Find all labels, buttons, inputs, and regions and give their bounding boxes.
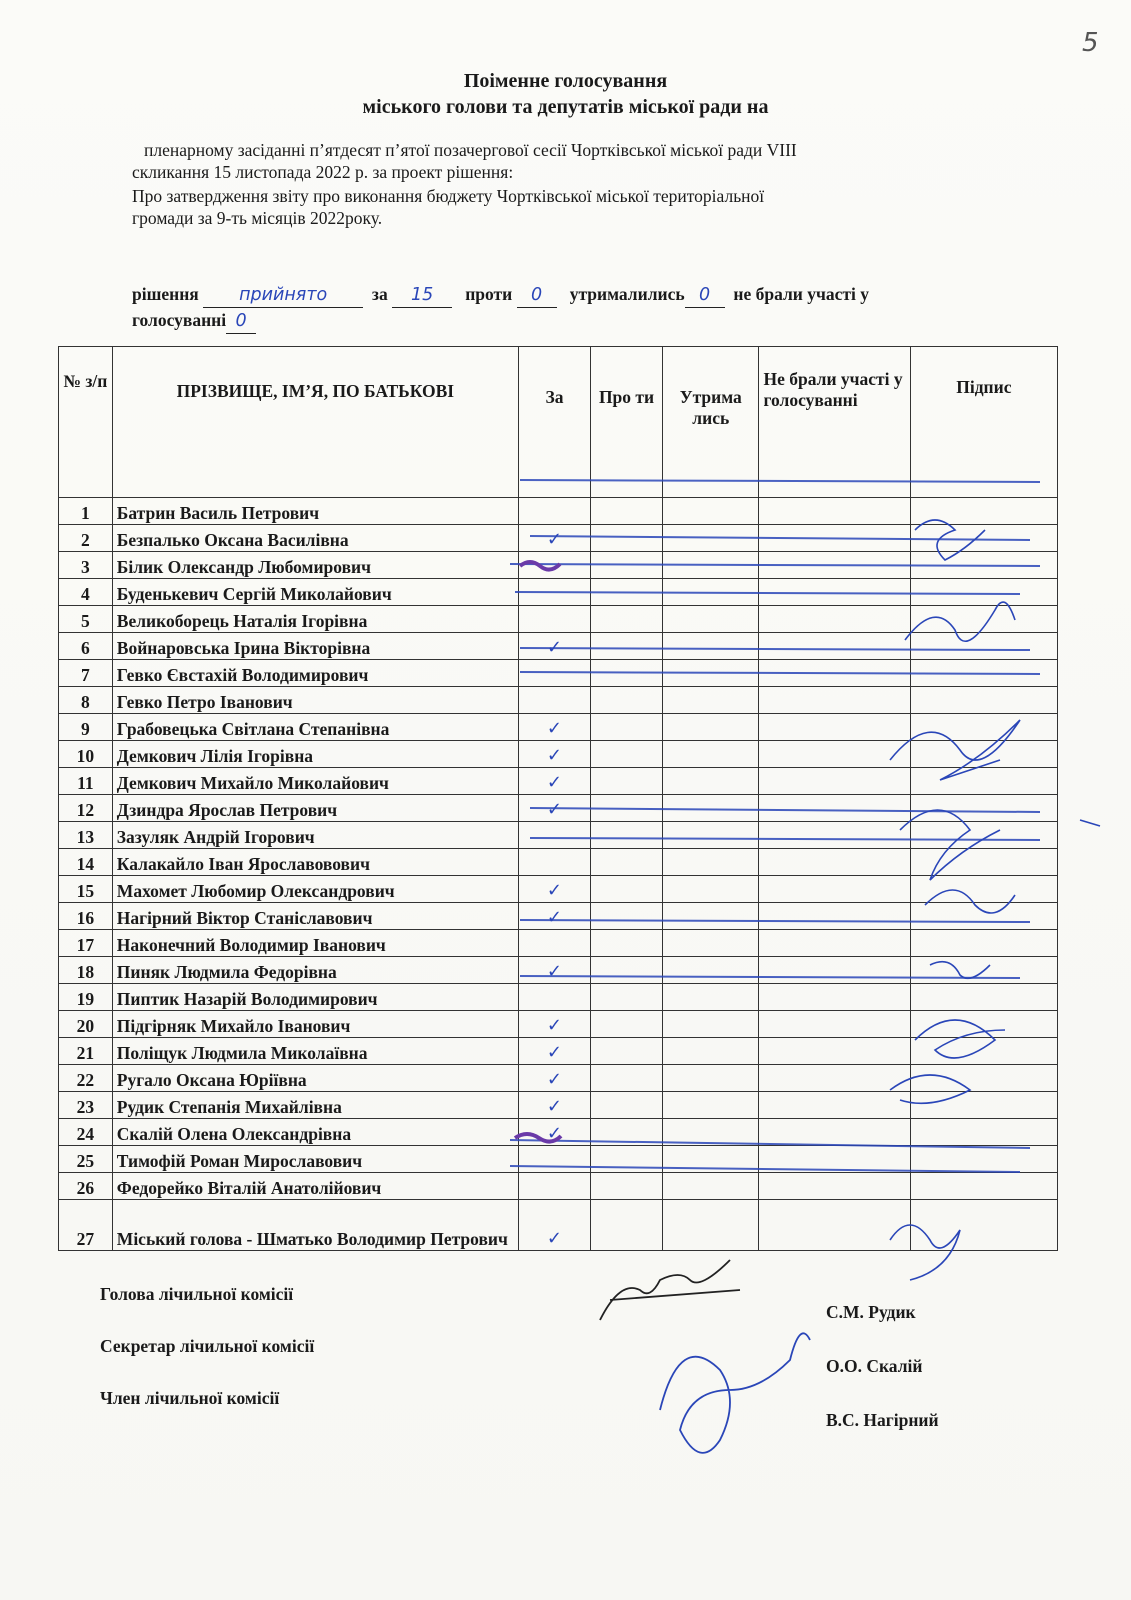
cell-num: 2	[59, 525, 113, 552]
cell-for: ✓	[518, 768, 590, 795]
cell-for: ✓	[518, 1119, 590, 1146]
cell-name: Пиняк Людмила Федорівна	[112, 957, 518, 984]
strike-line	[530, 838, 1040, 840]
cell-num: 14	[59, 849, 113, 876]
cell-name: Поліщук Людмила Миколаївна	[112, 1038, 518, 1065]
signature-icon	[890, 1075, 970, 1103]
signature-icon	[925, 890, 1015, 913]
chair-signature-icon	[610, 1290, 740, 1300]
cell-for: ✓	[518, 957, 590, 984]
signature-icon	[905, 602, 1015, 641]
cell-num: 25	[59, 1146, 113, 1173]
header-for: За	[518, 347, 590, 498]
for-value: 15	[392, 283, 452, 308]
signature-icon	[1080, 820, 1100, 826]
cell-name: Войнаровська Ірина Вікторівна	[112, 633, 518, 660]
intro-line-2: скликання 15 листопада 2022 р. за проект рішення:	[132, 162, 514, 182]
cell-for: ✓	[518, 1092, 590, 1119]
cell-num: 27	[59, 1200, 113, 1251]
cell-name: Буденькевич Сергій Миколайович	[112, 579, 518, 606]
cell-name: Підгірняк Михайло Іванович	[112, 1011, 518, 1038]
cell-num: 12	[59, 795, 113, 822]
cell-num: 21	[59, 1038, 113, 1065]
cell-num: 1	[59, 498, 113, 525]
cell-num: 20	[59, 1011, 113, 1038]
member-signature-icon	[660, 1333, 810, 1453]
strike-line	[510, 1140, 1030, 1148]
cell-num: 17	[59, 930, 113, 957]
member-name: В.С. Нагірний	[826, 1410, 939, 1430]
cell-num: 3	[59, 552, 113, 579]
header-num: № з/п	[59, 347, 113, 498]
header-against: Про ти	[590, 347, 662, 498]
cell-num: 13	[59, 822, 113, 849]
signature-icon	[890, 1225, 960, 1280]
cell-name: Нагірний Віктор Станіславович	[112, 903, 518, 930]
chair-label: Голова лічильної комісії	[100, 1284, 294, 1304]
cell-num: 24	[59, 1119, 113, 1146]
strike-line	[520, 672, 1040, 674]
cell-for: ✓	[518, 525, 590, 552]
cell-num: 19	[59, 984, 113, 1011]
decision-value: прийнято	[203, 283, 363, 308]
strike-line	[520, 480, 1040, 482]
not-voted-value: 0	[226, 309, 256, 334]
cell-name: Грабовецька Світлана Степанівна	[112, 714, 518, 741]
cell-name: Демкович Михайло Миколайович	[112, 768, 518, 795]
member-label: Член лічильної комісії	[100, 1388, 280, 1408]
cell-for: ✓	[518, 1065, 590, 1092]
cell-name: Махомет Любомир Олександрович	[112, 876, 518, 903]
cell-num: 5	[59, 606, 113, 633]
cell-name: Міський голова - Шматько Володимир Петрович	[112, 1200, 518, 1251]
signature-icon	[900, 810, 1000, 880]
intro-line-1: пленарному засіданні п’ятдесят п’ятої позачергової сесії Чортківської міської ради VIII	[144, 140, 797, 160]
header-not-voted: Не брали участі у голосуванні	[759, 347, 910, 498]
cell-num: 22	[59, 1065, 113, 1092]
signature-icon	[890, 720, 1020, 780]
strike-line	[530, 536, 1030, 540]
cell-num: 15	[59, 876, 113, 903]
strike-line	[515, 592, 1020, 594]
not-voted-label: не брали участі у	[733, 284, 869, 304]
cell-num: 8	[59, 687, 113, 714]
cell-name: Батрин Василь Петрович	[112, 498, 518, 525]
header-name: ПРІЗВИЩЕ, ІМ’Я, ПО БАТЬКОВІ	[112, 347, 518, 498]
cell-name: Дзиндра Ярослав Петрович	[112, 795, 518, 822]
intro-line-4: громади за 9-ть місяців 2022року.	[132, 208, 383, 228]
document-title: Поіменне голосування	[463, 70, 668, 92]
cell-name: Гевко Євстахій Володимирович	[112, 660, 518, 687]
cell-for: ✓	[518, 1200, 590, 1251]
header-abstained: Утрима лись	[663, 347, 759, 498]
signature-icon	[930, 962, 990, 979]
cell-name: Зазуляк Андрій Ігорович	[112, 822, 518, 849]
decision-label: рішення	[132, 284, 199, 304]
cell-name: Наконечний Володимир Іванович	[112, 930, 518, 957]
page-number: 5	[1082, 28, 1099, 58]
cell-name: Гевко Петро Іванович	[112, 687, 518, 714]
header-signature: Підпис	[910, 347, 1057, 498]
intro-line-3: Про затвердження звіту про виконання бюджету Чортківської міської територіальної	[132, 186, 765, 206]
strike-line	[510, 564, 1040, 566]
for-label: за	[371, 284, 388, 304]
cell-num: 7	[59, 660, 113, 687]
cell-num: 9	[59, 714, 113, 741]
cell-for: ✓	[518, 741, 590, 768]
cell-name: Тимофій Роман Мирославович	[112, 1146, 518, 1173]
strike-line	[520, 976, 1020, 978]
cell-for: ✓	[518, 714, 590, 741]
cell-name: Скалій Олена Олександрівна	[112, 1119, 518, 1146]
cell-name: Демкович Лілія Ігорівна	[112, 741, 518, 768]
abstained-value: 0	[685, 283, 725, 308]
chair-signature-icon	[600, 1260, 730, 1320]
cell-name: Пиптик Назарій Володимирович	[112, 984, 518, 1011]
cell-name: Білик Олександр Любомирович	[112, 552, 518, 579]
cell-num: 6	[59, 633, 113, 660]
cell-name: Великоборець Наталія Ігорівна	[112, 606, 518, 633]
document-subtitle: міського голови та депутатів міської ради на	[362, 96, 769, 118]
cell-for: ✓	[518, 903, 590, 930]
cell-num: 26	[59, 1173, 113, 1200]
strike-line	[530, 808, 1040, 812]
secretary-name: О.О. Скалій	[826, 1356, 923, 1376]
secretary-label: Секретар лічильної комісії	[100, 1336, 315, 1356]
cell-num: 16	[59, 903, 113, 930]
cell-for: ✓	[518, 795, 590, 822]
cell-num: 11	[59, 768, 113, 795]
cell-num: 23	[59, 1092, 113, 1119]
cell-num: 10	[59, 741, 113, 768]
abstained-label: утрималились	[569, 284, 685, 304]
cell-name: Федорейко Віталій Анатолійович	[112, 1173, 518, 1200]
cell-name: Калакайло Іван Ярославовович	[112, 849, 518, 876]
signature-icon	[915, 1020, 1005, 1058]
cell-name: Рудик Степанія Михайлівна	[112, 1092, 518, 1119]
cell-num: 4	[59, 579, 113, 606]
cell-num: 18	[59, 957, 113, 984]
cell-for: ✓	[518, 876, 590, 903]
against-label: проти	[465, 284, 513, 304]
strike-line	[520, 920, 1030, 922]
cell-for: ✓	[518, 1038, 590, 1065]
not-voted-label-2: голосуванні	[132, 310, 227, 330]
chair-name: С.М. Рудик	[826, 1302, 916, 1322]
cell-name: Безпалько Оксана Василівна	[112, 525, 518, 552]
strike-line	[520, 648, 1030, 650]
against-value: 0	[517, 283, 557, 308]
strike-line	[510, 1166, 1020, 1172]
cell-name: Ругало Оксана Юріївна	[112, 1065, 518, 1092]
cell-for: ✓	[518, 1011, 590, 1038]
cell-for: ✓	[518, 633, 590, 660]
